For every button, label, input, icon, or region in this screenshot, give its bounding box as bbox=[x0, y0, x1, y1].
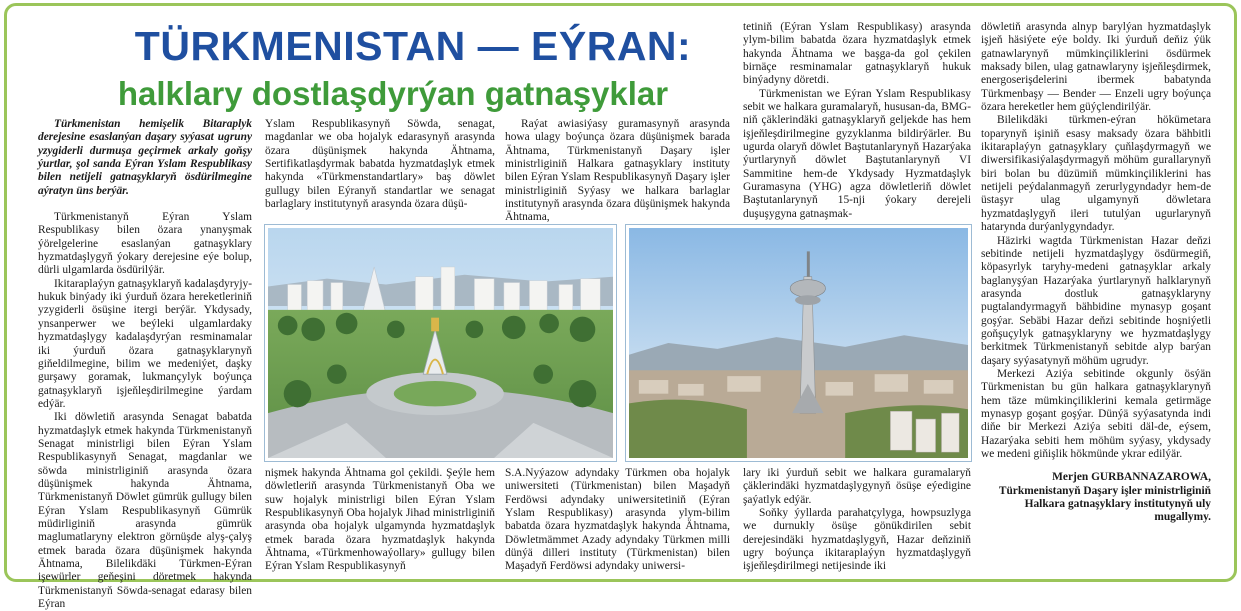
subheadline: halklary dostlaşdyrýan gatnaşyklar bbox=[117, 75, 669, 112]
article-frame bbox=[4, 3, 1237, 611]
column-3-bottom bbox=[505, 467, 730, 583]
paragraph: Bilelikdäki türkmen-eýran hökümetara toparynyň işiniň esasy maksady özara bähbitli ikitaraplaýyn gatnaşyklary çuňlaşdyrmagyň we diwersifikasiýalaşdyrmagyň möhüm gurallarynyň biri bolan bu düzümiň mümkinçiliklerini has netijeli peýdalanmagyň zerurlygyndadyr hem-de üstaşyr ulag ulgamynyň döwletara hyzmatdaşlygyň ileri tutulýan ugurlarynyň hatarynda durýanlygyndadyr. bbox=[981, 114, 1211, 234]
paragraph: Yslam Respublikasynyň Söwda, senagat, magdanlar we oba hojalyk edarasynyň arasynda özara düşünişmek hakynda Ähtnama, Sertifikatlaşdyrmak babatda hyzmatdaşlyk etmek hakynda «Türkmenstandartlary» baş döwlet gullugy bilen Eýranyň standartlar we senagat barlaglary institutynyň arasynda özara düşü- bbox=[265, 118, 495, 211]
lead-paragraph: Türkmenistan hemişelik Bitaraplyk derejesine esaslanýan daşary syýasat ugruny yzygiderli durmuşa geçirmek arkaly goňşy ýurtlar, şol sanda Eýran Yslam Respublikasy bilen netijeli gatnaşyklaryň ösdürilmegine aýratyn üns berýär. bbox=[38, 118, 252, 197]
paragraph: döwletiň arasynda alnyp barylýan hyzmatdaşlyk işjeň häsiýete eýe boldy. Iki ýurduň deňiz ýük gatnawlarynyň mümkinçiliklerini ösdürmek maksady bilen, ulag gatnawlaryny işjeňleşdirmek, energoserişdelerini ibermek babatynda Türkmenbaşy — Bender — Enzeli ugry boýunça özara hereketler hem güýçlendirilýär. bbox=[981, 21, 1211, 114]
author-name: Merjen GURBANNAZAROWA, bbox=[1052, 471, 1211, 484]
paragraph: Ikitaraplaýyn gatnaşyklaryň kadalaşdyryjy-hukuk binýady iki ýurduň özara hereketleriniň yzygiderli ösüşine itergi berýär. Ykdysady, ynsanperwer we beýleki ulgamlardaky hyzmatdaşlygy kadalaşdyrýan resminamalar iki ýurduň özara gatnaşyklarynyň giňeldilmegine, bilim we medeniýet, daşky gurşawy goramak, lukmançylyk boýunça gatnaşyklaryň işjeňleşdirilmegine ýardam edýär. bbox=[38, 277, 253, 410]
paragraph: Soňky ýyllarda parahatçylyga, howpsuzlyga we durnukly ösüşe gönükdirilen sebit derejesindäki hyzmatdaşlygyň, Hazar deňziniň ugry boýunça ikitaraplaýyn hyzmatdaşlygyň işjeňleşdirilmegi netijesinde iki bbox=[743, 507, 971, 573]
column-4-bottom bbox=[743, 467, 971, 583]
column-3-top bbox=[505, 118, 730, 226]
column-2-bottom bbox=[265, 467, 495, 583]
paragraph: Türkmenistanyň Eýran Yslam Respublikasy bilen özara ynanyşmak ýörelgelerine esaslanýan gatnaşyklary hyzmatdaşlygyň ýokary derejesine eýe bolup, dürli ulgamlarda ösdürilýär. bbox=[38, 211, 252, 277]
paragraph: tetiniň (Eýran Yslam Respublikasy) arasynda ylym-bilim babatda özara hyzmatdaşlyk etmek hakynda Ähtnama we başga-da gol çekilen birnäçe resminamalar gatnaşyklaryň hukuk binýadyny döretdi. bbox=[743, 21, 971, 87]
paragraph: Iki döwletiň arasynda Senagat babatda hyzmatdaşlyk etmek hakynda Türkmenistanyň Senagat ministrligi bilen Eýran Yslam Respublikasynyň Senagat, magdanlar we söwda ministrliginiň arasynda özara düşünişmek hakynda Ähtnama, Türkmenistanyň Döwlet gümrük gullugy bilen Eýran Yslam Respublikasynyň Gümrük müdirliginiň arasynda gümrük maglumatlaryny elektron görnüşde alyş-çalyş etmek barada özara düşünişmek hakynda Ähtnama, Bilelikdäki Türkmen-Eýran işewürler geňeşini döretmek hakynda Türkmenistanyň Söwda-senagat edarasy bilen Eýran bbox=[38, 411, 252, 611]
paragraph: Häzirki wagtda Türkmenistan Hazar deňzi sebitinde netijeli hyzmatdaşlygy ösdürmegiň, köpasyrlyk taryhy-medeni gatnaşyklar arkaly baglanyşýan Hazarýaka ýurtlarynyň halklarynyň arasynda dostluk gatnaşyklaryny pugtalandyrmagyň bähbidine mynasyp goşant goşýar. Sebäbi Hazar deňzi sebitinde hoşniýetli goňşuçylyk gatnaşyklaryny we hyzmatdaşlygy berkitmek Türkmenistanyň sebitde alyp barýan daşary syýasatynyň möhüm ugrudyr. bbox=[981, 234, 1211, 367]
author-title-line: mugallymy. bbox=[1154, 511, 1211, 524]
tehran-milad-tower-photo bbox=[626, 225, 971, 461]
column-5 bbox=[981, 21, 1211, 581]
author-signature bbox=[981, 471, 1211, 524]
paragraph: lary iki ýurduň sebit we halkara guramalaryň çäklerindäki hyzmatdaşlygynyň ösüşe eýedigine şaýatlyk edýär. bbox=[743, 467, 971, 506]
paragraph: Türkmenistan we Eýran Yslam Respublikasy sebit we halkara guramalaryň, hususan-da, BMG-niň çäklerindäki gatnaşyklaryň geljekde has hem işjeňleşdirilmegine gyzyklanma bildirýärler. Bu ugurda olaryň döwlet Baştutanlarynyň Hazarýaka ýurtlarynyň döwlet Baştutanlarynyň VI Sammitine hem-de Ykdysady Hyzmatdaşlyk Guramasyna (YHG) agza döwletleriň döwlet Baştutanlarynyň 15-nji ýokary derejeli duşuşygyna gatnaşmak- bbox=[743, 87, 971, 220]
author-title-line: Türkmenistanyň Daşary işler ministrliginiň bbox=[998, 484, 1211, 497]
column-1 bbox=[38, 118, 253, 611]
column-2-top bbox=[265, 118, 495, 226]
author-title-line: Halkara gatnaşyklary institutynyň uly bbox=[1024, 498, 1211, 511]
paragraph: Raýat awiasiýasy guramasynyň arasynda howa ulagy boýunça özara düşünişmek barada Ähtnama, Türkmenistanyň Daşary işler ministrliginiň Halkara gatnaşyklary instituty bilen Eýran Yslam Respublikasynyň Daşary işler ministrliginiň Syýasy we halkara barlaglar institutynyň arasynda özara düşünişmek hakynda Ähtnama, bbox=[505, 118, 730, 224]
paragraph: nişmek hakynda Ähtnama gol çekildi. Şeýle hem döwletleriň arasynda Türkmenistanyň Oba we suw hojalyk ministrligi bilen Eýran Yslam Respublikasynyň Oba hojalyk Jihad ministrliginiň arasynda oba hojalyk ulgamynda hyzmatdaşlyk etmek barada özara hyzmatdaşlyk hakynda Ähtnama, «Türkmenhowaýollary» gullugy bilen Eýran Yslam Respublikasynyň bbox=[265, 467, 495, 573]
paragraph: S.A.Nyýazow adyndaky Türkmen oba hojalyk uniwersiteti (Türkmenistan) bilen Maşadyň Ferdöwsi adyndaky uniwersitetiniň (Eýran Yslam Respublikasy) arasynda ylym-bilim babatda özara hyzmatdaşlyk hakynda Ähtnama, Döwletmämmet Azady adyndaky Türkmen milli dünýä dilleri instituty (Türkmenistan) bilen Maşadyň Ferdöwsi adyndaky uniwersi- bbox=[505, 467, 730, 573]
column-4-top bbox=[743, 21, 971, 225]
paragraph: Merkezi Aziýa sebitinde okgunly ösýän Türkmenistan bu gün halkara gatnaşyklarynyň hem täze mümkinçiliklerini kemala getirmäge mynasyp goşant goşýar. Dünýä syýasatynda indi diňe bir Merkezi Aziýa sebiti däl-de, eýsem, Hazarýaka sebiti hem möhüm syýasy, ykdysady we medeni giňişlik hökmünde ykrar edilýär. bbox=[981, 367, 1211, 460]
headline: TÜRKMENISTAN — EÝRAN: bbox=[134, 23, 692, 69]
ashgabat-city-photo bbox=[265, 225, 616, 461]
